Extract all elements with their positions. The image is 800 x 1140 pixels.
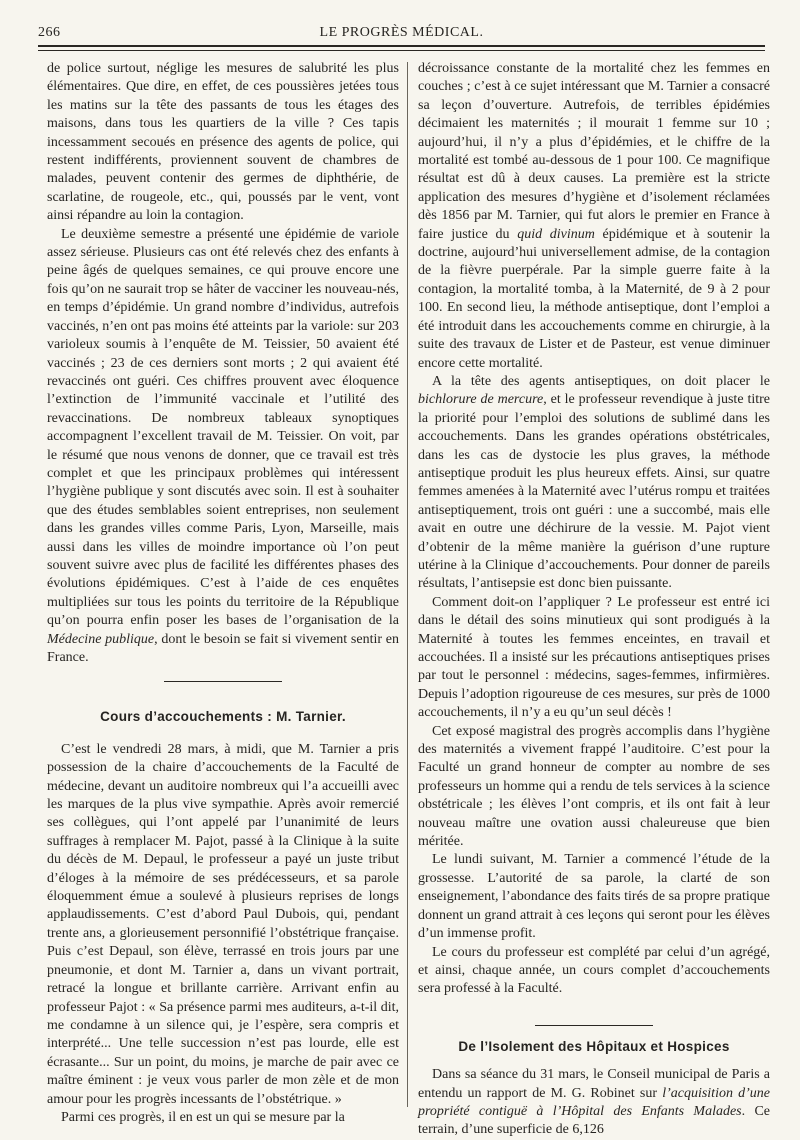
- left-paragraph-1: de police surtout, néglige les mesures de salubrité les plus élémentaires. Que dire, en effet, de ces poussières jetées tous les matins sur la tête des passants de tous les étages des maisons, dans tous les quartiers de la ville ? Ces tapis incessamment secoués en présence des agents de police, qui restent indifférents, proviennent souvent de chambres de malades, peuvent contenir des germes de diphthérie, de scarlatine, de rougeole, etc., qui, poussés par le vent, vont ainsi répandre au loin la contagion.: [47, 61, 399, 224]
- bichlorure-italic: bichlorure de mercure: [418, 392, 544, 408]
- acquisition-italic: l’acquisition d’une propriété contiguë à l’Hôpital des Enfants Malades: [418, 1085, 770, 1119]
- column-divider: [407, 62, 408, 1107]
- header-rule-thin: [38, 50, 765, 51]
- left-paragraph-2: Le deuxième semestre a présenté une épidémie de variole assez sérieuse. Plusieurs cas ont été relevés chez des enfants à peine âgés de quelques semaines, ce qui prouve encore une fois qu’on ne saurait trop se hâter de vacciner les nouveau-nés, en temps d’épidémie. Un grand nombre d’individus, autrefois vaccinés, n’en ont pas moins été atteints par la variole: sur 203 varioleux soumis à l’enquête de M. Teissier, 50 avaient été vaccinés ; 23 de ces derniers sont morts ; 2 qui avaient été revaccinés ont guéri. Ces chiffres prouvent avec éloquence l’extinction de l’immunité vaccinale et l’utilité des revaccinations. De nombreux tableaux synoptiques accompagnent l’excellent travail de M. Teissier. On voit, par le résumé que nous venons de donner, que ce travail est très complet et que les principaux problèmes qui intéressent l’hygiène publique y sont discutés avec soin. Il est à souhaiter que des études semblables soient entreprises, non seulement dans les grandes villes comme Paris, Lyon, Marseille, mais aussi dans les villes de moindre importance où l’on peut souvent suivre avec plus de facilité les différentes phases des évolutions épidémiques. C’est à l’aide de ces enquêtes multipliées sur tous les points du territoire de la République qu’on pourra enfin poser les bases de l’organisation de la Médecine publique, dont le besoin se fait si vivement sentir en France.: [47, 226, 399, 665]
- left-paragraph-4: Parmi ces progrès, il en est un qui se mesure par la: [61, 1109, 345, 1125]
- right-paragraph-2: A la tête des agents antiseptiques, on doit placer le bichlorure de mercure, et le professeur revendique à juste titre la priorité pour l’emploi des solutions de sublimé dans les accouchements. Dans les grandes opérations obstétricales, dans les cas de dystocie les plus graves, la méthode antiseptique produit les plus heureux effets. Ainsi, sur quatre femmes amenées à la Maternité avec l’utérus rompu et traitées antiseptiquement, trois ont guéri : une a succombé, mais elle avait en outre une déchirure de la vessie. M. Pajot vient d’obtenir de la même manière la guérison d’une rupture utérine à la Clinique d’accouchements. Pour donner de pareils résultats, l’antisepsie est donc bien puissante.: [418, 373, 770, 592]
- page-header: [38, 25, 765, 45]
- left-column: [47, 60, 399, 1127]
- quid-divinum-italic: quid divinum: [517, 226, 595, 242]
- page-number: 266: [38, 25, 61, 40]
- section-heading-cours: Cours d’accouchements : M. Tarnier.: [100, 709, 346, 725]
- right-paragraph-7: Dans sa séance du 31 mars, le Conseil municipal de Paris a entendu un rapport de M. G. Robinet sur l’acquisition d’une propriété contiguë à l’Hôpital des Enfants Malades. Ce terrain, d’une superficie de 6,126: [418, 1067, 771, 1138]
- left-paragraph-3: C’est le vendredi 28 mars, à midi, que M. Tarnier a pris possession de la chaire d’accouchements de la Faculté de médecine, devant un auditoire nombreux qui l’a accueilli avec les marques de la plus vive sympathie. Après avoir remercié ses collègues, qui l’ont appelé par l’unanimité de leurs suffrages à remplacer M. Pajot, passé à la Clinique à la suite du décès de M. Depaul, le professeur a payé un juste tribut d’éloges à la mémoire de ses prédécesseurs, et sa parole éloquemment émue a soulevé à plusieurs reprises de longs applaudissements. C’est d’abord Paul Dubois, qui, pendant trente ans, a glorieusement personnifié l’obstétrique française. Puis c’est Depaul, son élève, terrassé en trois jours par une pneumonie, et dont M. Tarnier a, dans un vivant portrait, retracé la longue et brillante carrière. Arrivant enfin au professeur Pajot : « Sa présence parmi mes auditeurs, a-t-il dit, me condamne à un silence qui, je l’espère, sera compris et interprété... Une telle succession n’est pas lourde, elle est écrasante... Sur un point, du moins, je marche de pair avec ce maître éminent : je veux vous parler de mon zèle et de mon amour pour les progrès incessants de l’obstétrique. »: [47, 741, 399, 1107]
- section-heading-isolement: De l’Isolement des Hôpitaux et Hospices: [458, 1038, 730, 1054]
- journal-title: LE PROGRÈS MÉDICAL.: [319, 25, 484, 40]
- medecine-publique-italic: Médecine publique: [47, 631, 155, 647]
- right-paragraph-4: Cet exposé magistral des progrès accomplis dans l’hygiène des maternités a vivement frappé l’auditoire. C’est pour la Faculté un grand honneur de compter au nombre de ses professeurs un homme qui a rendu de tels services à la science obstétricale ; les élèves l’ont compris, et ils ont fait à leur nouveau maître une ovation aussi chaleureuse que bien méritée.: [418, 723, 770, 850]
- right-column: [418, 60, 770, 1140]
- right-paragraph-5: Le lundi suivant, M. Tarnier a commencé l’étude de la grossesse. L’autorité de sa parole, la clarté de son enseignement, l’abondance des faits tirés de sa propre pratique donnent un grand attrait à ces leçons qui seront pour les élèves d’un immense profit.: [418, 852, 770, 942]
- section-separator-2: [535, 1025, 653, 1026]
- right-paragraph-1: décroissance constante de la mortalité chez les femmes en couches ; c’est à ce sujet intéressant que M. Tarnier a consacré sa leçon d’ouverture. Autrefois, de terribles épidémies décimaient les maternités ; il mourait 1 femme sur 10 ; aujourd’hui, il n’y a plus d’épidémies, et le chiffre de la mortalité est tombé au-dessous de 1 pour 100. Ce magnifique résultat est dû à deux causes. La première est la stricte application des mesures d’hygiène et d’isolement réclamées dès 1856 par M. Tarnier, qui fut alors le premier en France à faire justice du quid divinum épidémique et à soutenir la doctrine, aujourd’hui universellement admise, de la contagion de la fièvre puerpérale. Par la simple guerre faite à la contagion, la mortalité tomba, à la Maternité, de 9 à 2 pour 100. En second lieu, la méthode antiseptique, dont l’emploi a été introduit dans les accouchements comme en chirurgie, à la suite des travaux de Lister et de Pasteur, est venue diminuer encore cette mortalité.: [418, 61, 771, 371]
- right-paragraph-3: Comment doit-on l’appliquer ? Le professeur est entré ici dans le détail des soins minutieux qui sont prodigués à la Maternité à toutes les femmes enceintes, en travail et accouchées. Il a insisté sur les précautions antiseptiques prises par tout le personnel : médecins, sages-femmes, infirmières. Depuis l’adoption rigoureuse de ces mesures, sur près de 1000 accouchements, il n’y a eu qu’un seul décès !: [418, 594, 770, 721]
- section-separator: [164, 681, 282, 682]
- right-paragraph-6: Le cours du professeur est complété par celui d’un agrégé, et ainsi, chaque année, un cours complet d’accouchements sera professé à la Faculté.: [418, 944, 770, 997]
- header-rule-thick: [38, 45, 765, 47]
